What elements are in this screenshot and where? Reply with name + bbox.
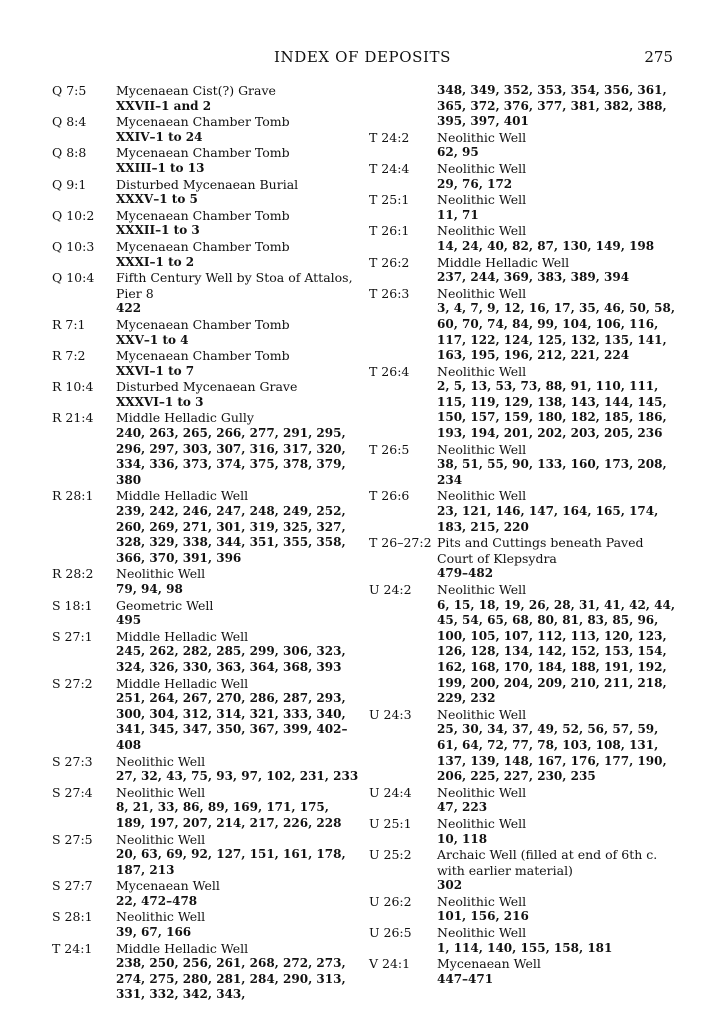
catalogue-numbers: XXXVI–1 to 3 (116, 394, 204, 409)
deposit-code: Q 7:5 (52, 83, 87, 98)
deposit-code: S 27:3 (52, 753, 93, 769)
catalogue-numbers: XXVI–1 to 7 (116, 363, 195, 378)
index-entry (369, 582, 679, 707)
entry-body (116, 379, 360, 410)
deposit-description: Neolithic Well (437, 192, 527, 208)
deposit-code: T 26:4 (369, 363, 410, 379)
index-entry (369, 442, 679, 489)
entry-body (437, 582, 679, 707)
entry-body (116, 598, 360, 629)
entry-body (116, 270, 360, 317)
deposit-code: T 26:2 (369, 254, 410, 270)
index-entry (369, 255, 679, 286)
deposit-code: R 7:2 (52, 348, 86, 364)
index-entry (52, 145, 360, 176)
entry-body (437, 192, 679, 223)
index-entry (52, 410, 360, 488)
index-entry (369, 847, 679, 894)
page-number: 275 (644, 48, 673, 66)
catalogue-numbers: 302 (437, 878, 463, 893)
entry-body (116, 941, 360, 1003)
deposit-code: Q 10:2 (52, 207, 95, 223)
deposit-description: Neolithic Well (437, 706, 527, 722)
deposit-code: S 18:1 (52, 597, 93, 613)
entry-body (116, 785, 360, 832)
deposit-code: U 26:2 (369, 893, 412, 909)
index-entry (52, 629, 360, 676)
catalogue-numbers: 2, 5, 13, 53, 73, 88, 91, 110, 111, 115, 119, 129, 138, 143, 144, 145, 150, 157, 159, 180, 182, 185, 186, 193, 194, 201, 202, 203, 205, 236 (437, 379, 667, 441)
catalogue-numbers: 238, 250, 256, 261, 268, 272, 273, 274, 275, 280, 281, 284, 290, 313, 331, 332, 342, 343, (116, 956, 346, 1002)
deposit-code: U 26:5 (369, 925, 412, 941)
catalogue-numbers: 23, 121, 146, 147, 164, 165, 174, 183, 215, 220 (437, 504, 659, 534)
index-entry (369, 894, 679, 925)
index-entry (52, 785, 360, 832)
catalogue-numbers: 11, 71 (437, 207, 479, 222)
catalogue-numbers: XXV–1 to 4 (116, 332, 189, 347)
index-entry (52, 114, 360, 145)
index-entry (52, 208, 360, 239)
entry-body (437, 364, 679, 442)
right-column (369, 83, 679, 987)
deposit-code: R 28:2 (52, 566, 94, 582)
catalogue-numbers: 240, 263, 265, 266, 277, 291, 295, 296, 297, 303, 307, 316, 317, 320, 334, 336, 373, 374, 375, 378, 379, 380 (116, 426, 346, 487)
index-entry (369, 286, 679, 364)
deposit-code: Q 10:4 (52, 270, 95, 286)
index-entry (52, 379, 360, 410)
index-entry (52, 676, 360, 754)
deposit-description: Neolithic Well (437, 441, 527, 457)
deposit-code: T 24:2 (369, 129, 410, 145)
catalogue-numbers: 62, 95 (437, 145, 479, 160)
index-entry (369, 956, 679, 987)
entry-body (437, 925, 679, 956)
entry-body (116, 114, 360, 145)
index-entry (52, 832, 360, 879)
deposit-code: T 26:1 (369, 223, 410, 239)
index-entry (52, 348, 360, 379)
catalogue-numbers: 422 (116, 301, 142, 316)
deposit-code: S 27:4 (52, 784, 93, 800)
deposit-description: Neolithic Well (116, 753, 206, 769)
deposit-code: Q 9:1 (52, 176, 87, 192)
entry-body (116, 566, 360, 597)
entry-body (116, 410, 360, 488)
catalogue-numbers: XXIII–1 to 13 (116, 160, 205, 175)
deposit-description: Fifth Century Well by Stoa of Attalos, Pier 8 (116, 270, 353, 301)
catalogue-numbers: 79, 94, 98 (116, 582, 183, 596)
catalogue-numbers: 6, 15, 18, 19, 26, 28, 31, 41, 42, 44, 45, 54, 65, 68, 80, 81, 83, 85, 96, 100, 105, 107, 112, 113, 120, 123, 126, 128, 134, 142, 152, 153, 154, 162, 168, 170, 184, 188, 191, 192, 199, 200, 204, 209, 210, 211, 218, 229, 232 (437, 597, 676, 706)
entry-body (437, 847, 679, 894)
deposit-description: Neolithic Well (437, 488, 527, 504)
deposit-description: Middle Helladic Well (116, 675, 249, 691)
entry-body (437, 223, 679, 254)
page-header (0, 48, 725, 72)
deposit-code: S 27:7 (52, 878, 93, 894)
deposit-code: U 24:2 (369, 582, 412, 597)
deposit-description: Mycenaean Chamber Tomb (116, 348, 290, 364)
deposit-description: Neolithic Well (437, 815, 527, 831)
catalogue-numbers: 14, 24, 40, 82, 87, 130, 149, 198 (437, 238, 655, 253)
index-entry (369, 223, 679, 254)
deposit-code: R 7:1 (52, 316, 86, 332)
deposit-description: Neolithic Well (437, 160, 527, 176)
catalogue-numbers: 251, 264, 267, 270, 286, 287, 293, 300, 304, 312, 314, 321, 333, 340, 341, 345, 347, 350, 367, 399, 402–408 (116, 691, 348, 752)
deposit-description: Neolithic Well (116, 831, 206, 847)
deposit-code: T 26–27:2 (369, 535, 432, 551)
deposit-description: Middle Helladic Well (116, 628, 249, 644)
catalogue-numbers: 8, 21, 33, 86, 89, 169, 171, 175, 189, 197, 207, 214, 217, 226, 228 (116, 800, 342, 830)
deposit-description: Disturbed Mycenaean Burial (116, 176, 299, 192)
entry-body (116, 629, 360, 676)
entry-body (437, 956, 679, 987)
left-column (52, 83, 360, 1003)
catalogue-numbers: 27, 32, 43, 75, 93, 97, 102, 231, 233 (116, 769, 359, 784)
index-entry (369, 364, 679, 442)
entry-body (116, 488, 360, 566)
deposit-code: Q 8:4 (52, 114, 87, 130)
deposit-description: Neolithic Well (437, 285, 527, 301)
catalogue-numbers: 10, 118 (437, 831, 488, 846)
index-entry (52, 878, 360, 909)
deposit-code: R 21:4 (52, 410, 94, 426)
deposit-code: S 27:5 (52, 831, 93, 847)
deposit-code: T 26:3 (369, 285, 410, 301)
deposit-description: Neolithic Well (437, 893, 527, 909)
deposit-code: Q 8:8 (52, 145, 87, 161)
entry-body (437, 286, 679, 364)
catalogue-numbers: 29, 76, 172 (437, 176, 513, 191)
entry-body (116, 832, 360, 879)
deposit-code: S 27:2 (52, 675, 93, 691)
deposit-code: V 24:1 (369, 956, 411, 972)
entry-body (116, 208, 360, 239)
entry-body (437, 442, 679, 489)
deposit-description: Geometric Well (116, 597, 214, 613)
deposit-description: Mycenaean Chamber Tomb (116, 207, 290, 223)
index-entry (52, 270, 360, 317)
entry-body (116, 83, 360, 114)
catalogue-numbers: 237, 244, 369, 383, 389, 394 (437, 270, 630, 285)
entry-body (116, 177, 360, 208)
index-entry (52, 566, 360, 597)
index-entry (52, 488, 360, 566)
entry-body (116, 239, 360, 270)
deposit-code: S 28:1 (52, 909, 93, 925)
catalogue-numbers: XXXV–1 to 5 (116, 192, 198, 207)
deposit-description: Mycenaean Chamber Tomb (116, 316, 290, 332)
deposit-description: Neolithic Well (437, 582, 527, 597)
entry-body (116, 317, 360, 348)
entry-body (116, 878, 360, 909)
deposit-code: T 26:5 (369, 441, 410, 457)
index-entry (52, 754, 360, 785)
catalogue-numbers: 447–471 (437, 971, 494, 986)
deposit-description: Mycenaean Chamber Tomb (116, 114, 290, 130)
entry-body (437, 130, 679, 161)
deposit-code: T 25:1 (369, 192, 410, 208)
catalogue-numbers: XXXI–1 to 2 (116, 254, 195, 269)
catalogue-numbers: XXIV–1 to 24 (116, 129, 203, 144)
deposit-code: U 25:1 (369, 815, 412, 831)
entry-body (437, 894, 679, 925)
index-entry (369, 785, 679, 816)
page-title: INDEX OF DEPOSITS (274, 48, 451, 66)
deposit-description: Mycenaean Cist(?) Grave (116, 83, 276, 98)
catalogue-numbers: 495 (116, 613, 142, 628)
deposit-description: Neolithic Well (116, 909, 206, 925)
catalogue-numbers: 479–482 (437, 566, 494, 581)
deposit-description: Mycenaean Chamber Tomb (116, 145, 290, 161)
entry-body (437, 785, 679, 816)
index-entry (369, 130, 679, 161)
entry-body (437, 816, 679, 847)
deposit-description: Neolithic Well (437, 784, 527, 800)
index-entry (369, 707, 679, 785)
deposit-code: U 24:4 (369, 784, 412, 800)
catalogue-numbers: 3, 4, 7, 9, 12, 16, 17, 35, 46, 50, 58, 60, 70, 74, 84, 99, 104, 106, 116, 117, 122, 124, 125, 132, 135, 141, 163, 195, 196, 212, 221, 224 (437, 301, 676, 363)
catalogue-numbers: 245, 262, 282, 285, 299, 306, 323, 324, 326, 330, 363, 364, 368, 393 (116, 644, 346, 674)
entry-body (437, 255, 679, 286)
deposit-description: Middle Helladic Gully (116, 410, 254, 426)
deposit-code: R 10:4 (52, 379, 94, 395)
catalogue-numbers: 20, 63, 69, 92, 127, 151, 161, 178, 187, 213 (116, 847, 346, 877)
deposit-description: Pits and Cuttings beneath Paved Court of Klepsydra (437, 535, 644, 566)
deposit-code: Q 10:3 (52, 238, 95, 254)
continued-reference-numbers: 348, 349, 352, 353, 354, 356, 361, 365, 372, 376, 377, 381, 382, 388, 395, 397, 401 (437, 83, 667, 129)
deposit-description: Neolithic Well (116, 784, 206, 800)
catalogue-numbers: XXVII–1 and 2 (116, 98, 212, 113)
index-entry (369, 488, 679, 535)
deposit-description: Middle Helladic Well (116, 940, 249, 956)
catalogue-numbers: 39, 67, 166 (116, 925, 192, 940)
index-entry (52, 598, 360, 629)
deposit-description: Mycenaean Chamber Tomb (116, 238, 290, 254)
catalogue-numbers: 239, 242, 246, 247, 248, 249, 252, 260, 269, 271, 301, 319, 325, 327, 328, 329, 338, 344, 351, 355, 358, 366, 370, 391, 396 (116, 504, 346, 565)
index-entry (369, 161, 679, 192)
deposit-description: Mycenaean Well (437, 956, 541, 972)
catalogue-numbers: 1, 114, 140, 155, 158, 181 (437, 940, 613, 955)
index-entry (52, 909, 360, 940)
catalogue-numbers: 22, 472–478 (116, 893, 198, 908)
deposit-code: T 24:4 (369, 160, 410, 176)
deposit-description: Middle Helladic Well (116, 488, 249, 504)
index-entry (369, 925, 679, 956)
deposit-description: Middle Helladic Well (437, 254, 570, 270)
deposit-code: S 27:1 (52, 628, 93, 644)
entry-body (437, 707, 679, 785)
deposit-code: U 25:2 (369, 847, 412, 863)
deposit-description: Archaic Well (filled at end of 6th c. with earlier material) (437, 847, 658, 878)
deposit-description: Mycenaean Well (116, 878, 220, 894)
index-entry (369, 816, 679, 847)
entry-body (116, 145, 360, 176)
index-entry (369, 192, 679, 223)
entry-body (116, 754, 360, 785)
catalogue-numbers: 38, 51, 55, 90, 133, 160, 173, 208, 234 (437, 457, 667, 487)
entry-body (116, 909, 360, 940)
catalogue-numbers: 25, 30, 34, 37, 49, 52, 56, 57, 59, 61, 64, 72, 77, 78, 103, 108, 131, 137, 139, 148, 167, 176, 177, 190, 206, 225, 227, 230, 235 (437, 722, 667, 784)
index-entry (52, 317, 360, 348)
entry-body (116, 348, 360, 379)
entry-body (437, 488, 679, 535)
deposit-code: U 24:3 (369, 706, 412, 722)
catalogue-numbers: 47, 223 (437, 800, 488, 815)
index-entry (369, 535, 679, 582)
entry-body (116, 676, 360, 754)
index-entry (52, 83, 360, 114)
catalogue-numbers: XXXII–1 to 3 (116, 223, 200, 238)
entry-body (437, 161, 679, 192)
deposit-description: Neolithic Well (437, 223, 527, 239)
deposit-description: Neolithic Well (116, 566, 206, 582)
entry-body (437, 535, 679, 582)
index-entry (52, 239, 360, 270)
index-entry (52, 941, 360, 1003)
deposit-description: Neolithic Well (437, 363, 527, 379)
deposit-code: T 24:1 (52, 940, 93, 956)
deposit-description: Neolithic Well (437, 129, 527, 145)
index-entry (52, 177, 360, 208)
catalogue-numbers: 101, 156, 216 (437, 909, 529, 924)
deposit-code: T 26:6 (369, 488, 410, 504)
deposit-code: R 28:1 (52, 488, 94, 504)
deposit-description: Disturbed Mycenaean Grave (116, 379, 298, 395)
deposit-description: Neolithic Well (437, 925, 527, 941)
